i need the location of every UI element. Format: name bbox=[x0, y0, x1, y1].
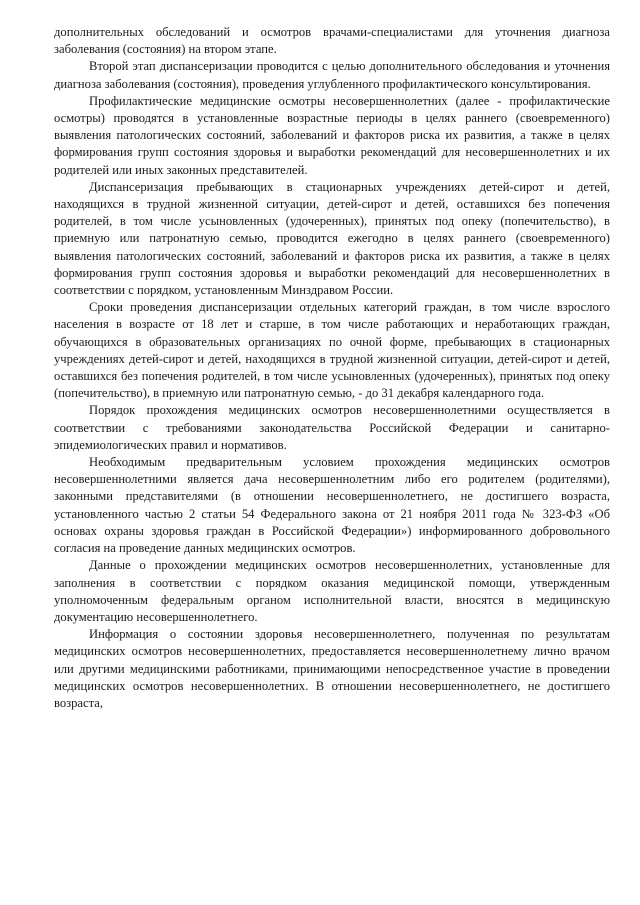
paragraph-deadlines: Сроки проведения диспансеризации отдельных категорий граждан, в том числе взрослого населения в возрасте от 18 лет и старше, в том числе работающих и неработающих граждан, обучающихся в образовательных организациях по очной форме, пребывающих в стационарных учреждениях детей-сирот и детей, находящихся в трудной жизненной ситуации, детей-сирот и детей, оставшихся без попечения родителей, в том числе усыновленных (удочеренных), принятых под опеку (попечительство), в приемную или патронатную семью, - до 31 декабря календарного года. bbox=[54, 300, 610, 401]
paragraph-procedure: Порядок прохождения медицинских осмотров несовершеннолетними осуществляется в соответствии с требованиями законодательства Российской Федерации и санитарно-эпидемиологических правил и нормативов. bbox=[54, 403, 610, 452]
paragraph-orphans-dispensary: Диспансеризация пребывающих в стационарных учреждениях детей-сирот и детей, находящихся в трудной жизненной ситуации, детей-сирот и детей, оставшихся без попечения родителей, в том числе усыновленных (удочеренных), принятых под опеку (попечительство), в приемную или патронатную семью, проводится ежегодно в целях раннего (своевременного) выявления патологических состояний, заболеваний и факторов риска их развития, а также в целях формирования групп состояния здоровья и выработки рекомендаций для несовершеннолетних в соответствии с порядком, установленным Минздравом России. bbox=[54, 179, 610, 298]
document-page bbox=[54, 24, 610, 712]
paragraph-records: Данные о прохождении медицинских осмотров несовершеннолетних, установленные для заполнения в соответствии с порядком оказания медицинской помощи, утвержденным уполномоченным федеральным органом исполнительной власти, вносятся в медицинскую документацию несовершеннолетнего. bbox=[54, 558, 610, 624]
paragraph-second-stage: Второй этап диспансеризации проводится с целью дополнительного обследования и уточнения диагноза заболевания (состояния), проведения углубленного профилактического консультирования. bbox=[54, 59, 610, 91]
paragraph-preventive-exams: Профилактические медицинские осмотры несовершеннолетних (далее - профилактические осмотры) проводятся в установленные возрастные периоды в целях раннего (своевременного) выявления патологических состояний, заболеваний и факторов риска их развития, а также в целях формирования групп состояния здоровья и выработки рекомендаций для несовершеннолетних и их родителей или иных законных представителей. bbox=[54, 93, 610, 177]
paragraph-health-info: Информация о состоянии здоровья несовершеннолетнего, полученная по результатам медицинских осмотров несовершеннолетних, предоставляется несовершеннолетнему лично врачом или другими медицинскими работниками, принимающими непосредственное участие в проведении медицинских осмотров несовершеннолетних. В отношении несовершеннолетнего, не достигшего возраста, bbox=[54, 627, 610, 710]
paragraph-consent: Необходимым предварительным условием прохождения медицинских осмотров несовершеннолетними является дача несовершеннолетним либо его родителем (родителями), законными представителями (в отношении несовершеннолетнего, не достигшего возраста, установленного частью 2 статьи 54 Федерального закона от 21 ноября 2011 года № 323-ФЗ «Об основах охраны здоровья граждан в Российской Федерации») информированного добровольного согласия на проведение данных медицинских осмотров. bbox=[54, 455, 610, 556]
paragraph-continuation: дополнительных обследований и осмотров врачами-специалистами для уточнения диагноза заболевания (состояния) на втором этапе. bbox=[54, 25, 610, 57]
